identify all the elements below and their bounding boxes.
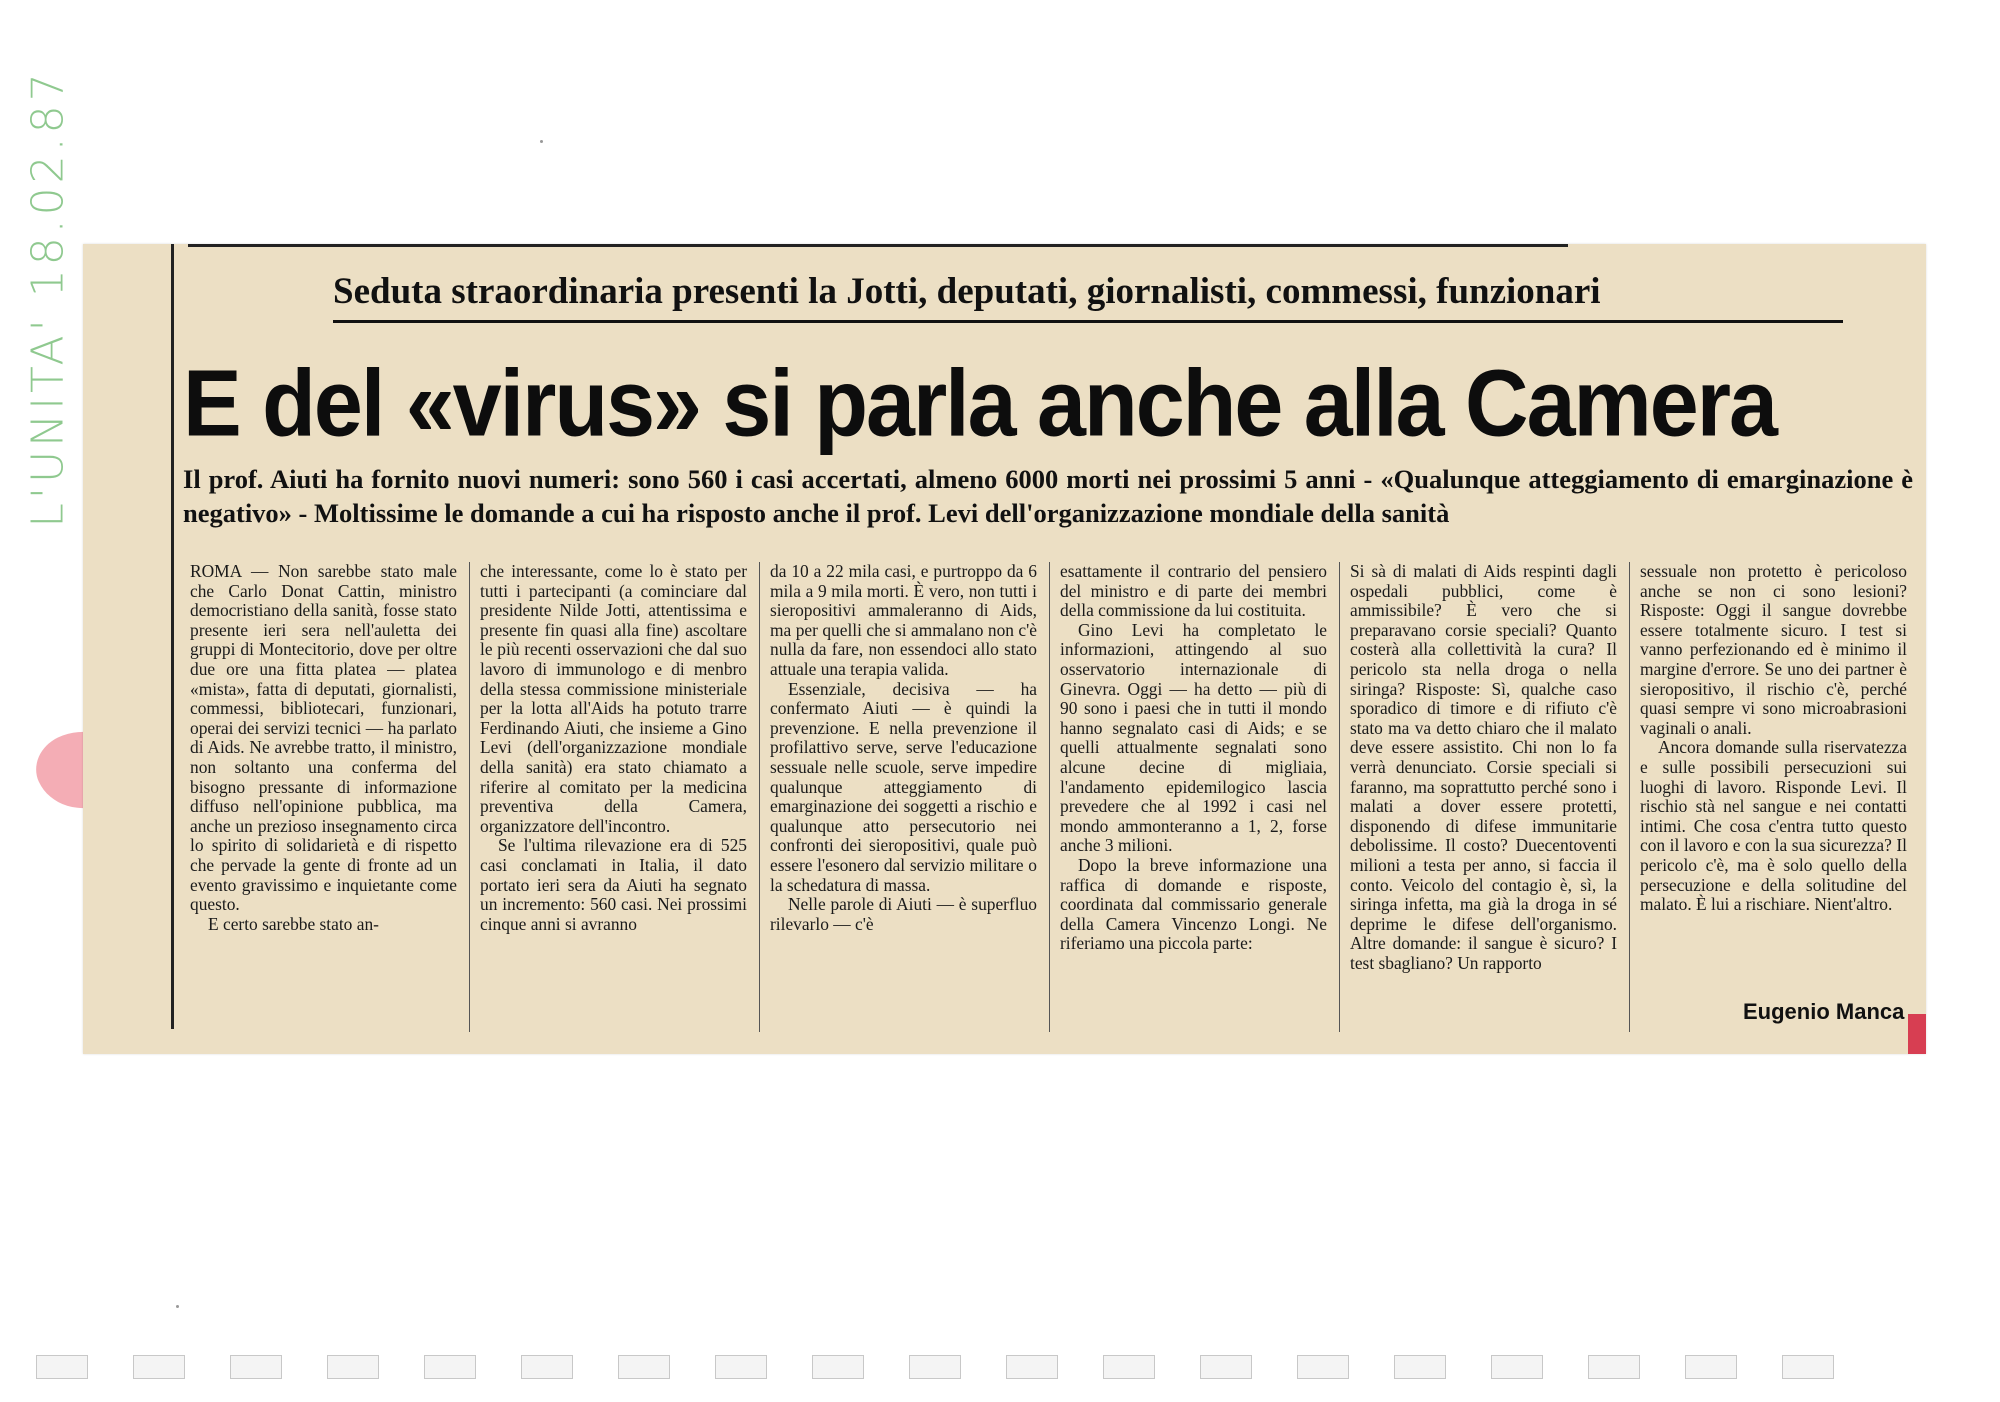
scan-tab <box>1685 1355 1737 1379</box>
red-marker-tick <box>1908 1014 1926 1054</box>
article-column-2 <box>480 562 747 1032</box>
article-column-3 <box>770 562 1037 1032</box>
paragraph: Ancora domande sulla riservatezza e sulle possibili persecuzioni sui luoghi di lavoro. Risponde Levi. Il rischio stà nel sangue e nei contatti intimi. Che cosa c'entra tutto questo con il lavoro e con la sua sicurezza? Il pericolo c'è, ma è solo quello della persecuzione e della solitudine del malato. È lui a rischiare. Nient'altro. <box>1640 737 1907 915</box>
paragraph: che interessante, come lo è stato per tutti i partecipanti (a cominciare dal presidente Nilde Jotti, attentissima e presente fin quasi alla fine) ascoltare le più recenti osservazioni che dal suo lavoro di immunologo e di menbro della stessa commissione ministeriale per la lotta all'Aids ha potuto trarre Ferdinando Aiuti, che insieme a Gino Levi (dell'organizzazione mondiale della sanità) era stato chiamato a riferire al comitato per la medicina preventiva della Camera, organizzatore dell'incontro. <box>480 562 747 836</box>
column-divider <box>1629 562 1630 1032</box>
paragraph: E certo sarebbe stato an- <box>208 913 379 934</box>
article-headline: E del «virus» si parla anche alla Camera <box>183 349 1776 456</box>
paragraph: sessuale non protetto è pericoloso anche se non ci sono lesioni? Risposte: Oggi il sangue dovrebbe essere totalmente sicuro. I test si vanno perfezionando ed è minimo il margine d'errore. Se uno dei partner è sieropositivo, il rischio c'è, perché quasi sempre vi sono microabrasioni vaginali o anali. <box>1640 562 1907 738</box>
scan-tab <box>1297 1355 1349 1379</box>
article-column-5 <box>1350 562 1617 1032</box>
scan-edge-tabs <box>36 1355 1956 1379</box>
scan-tab <box>424 1355 476 1379</box>
scan-tab <box>1200 1355 1252 1379</box>
scan-tab <box>618 1355 670 1379</box>
left-rule <box>171 244 174 1029</box>
scan-speck <box>176 1305 179 1308</box>
paragraph: Dopo la breve informazione una raffica di domande e risposte, coordinata dal commissario generale della Camera Vincenzo Longi. Ne riferiamo una piccola parte: <box>1060 854 1327 954</box>
scan-tab <box>230 1355 282 1379</box>
paragraph: Gino Levi ha completato le informazioni, attingendo al suo osservatorio internazionale di Ginevra. Oggi — ha detto — più di 90 sono i paesi che in tutti il mondo hanno segnalato casi di Aids; e se quelli attualmente segnalati sono alcune decine di migliaia, l'andamento epidemilogico lascia prevedere che al 1992 i casi nel mondo ammonteranno a 1, 2, forse anche 3 milioni. <box>1060 619 1327 856</box>
scan-tab <box>1394 1355 1446 1379</box>
column-divider <box>469 562 470 1032</box>
article-kicker: Seduta straordinaria presenti la Jotti, deputati, giornalisti, commessi, funzionari <box>333 271 1601 312</box>
newspaper-clipping <box>83 244 1926 1054</box>
paragraph: Essenziale, decisiva — ha confermato Aiuti — è quindi la prevenzione. E nella prevenzione il profilattivo serve, serve l'educazione sessuale nelle scuole, serve impedire qualunque atteggiamento di emarginazione dei soggetti a rischio e qualunque atto persecutorio nei confronti dei sieropositivi, quale può essere l'esonero dal servizio militare o la schedatura di massa. <box>770 678 1037 895</box>
scan-tab <box>812 1355 864 1379</box>
paragraph: Si sà di malati di Aids respinti dagli ospedali pubblici, come è ammissibile? È vero che si preparavano corsie speciali? Quanto costerà alla collettività la cura? Il pericolo sta nella droga o nella siringa? Risposte: Sì, qualche caso sporadico di timore e di rifiuto c'è stato ma va detto chiaro che il malato deve essere assistito. Chi non lo fa verrà denunciato. Corsie speciali si faranno, ma soprattutto perché sono i malati a dover essere protetti, disponendo di difese immunitarie debolissime. Il costo? Duecentoventi milioni a testa per anno, si faccia il conto. Veicolo del contagio è, sì, la siringa infetta, ma già la droga in sé deprime le difese dell'organismo. Altre domande: il sangue è sicuro? I test sbagliano? Un rapporto <box>1350 562 1617 973</box>
paragraph: Nelle parole di Aiuti — è superfluo rilevarlo — c'è <box>770 894 1037 934</box>
paragraph: ROMA — Non sarebbe stato male che Carlo Donat Cattin, ministro democristiano della sanità, fosse stato presente ieri sera nell'auletta dei gruppi di Montecitorio, dove per oltre due ore una fitta platea — platea «mista», fatta di deputati, giornalisti, commessi, bibliotecari, funzionari, operai dei servizi tecnici — ha parlato di Aids. Ne avrebbe tratto, il ministro, non soltanto una conferma del bisogno pressante di informazione diffuso nell'opinione pubblica, ma anche un prezioso insegnamento circa lo spirito di solidarietà e di rispetto che pervade la gente di fronte ad un evento gravissimo e inquietante come questo. <box>190 562 457 915</box>
column-divider <box>759 562 760 1032</box>
scan-tab <box>133 1355 185 1379</box>
kicker-rule <box>333 320 1843 323</box>
paragraph: esattamente il contrario del pensiero del ministro e di parte dei membri della commissione da lui costituita. <box>1060 562 1327 621</box>
paragraph: da 10 a 22 mila casi, e purtroppo da 6 mila a 9 mila morti. È vero, non tutti i sieropositivi ammaleranno di Aids, ma per quelli che si ammalano non c'è nulla da fare, non essendoci allo stato attuale una terapia valida. <box>770 562 1037 679</box>
handwritten-date-note <box>8 68 88 528</box>
top-rule <box>188 244 1568 247</box>
scan-tab <box>36 1355 88 1379</box>
scan-tab <box>327 1355 379 1379</box>
column-divider <box>1049 562 1050 1032</box>
scan-tab <box>715 1355 767 1379</box>
scan-tab <box>1103 1355 1155 1379</box>
scan-tab <box>521 1355 573 1379</box>
margin-note-text: L'UNITA' 18.02.87 <box>22 68 74 528</box>
article-column-6 <box>1640 562 1907 992</box>
article-byline: Eugenio Manca <box>1743 999 1905 1024</box>
scan-tab <box>1006 1355 1058 1379</box>
paragraph: Se l'ultima rilevazione era di 525 casi conclamati in Italia, il dato portato ieri sera da Aiuti ha segnato un incremento: 560 casi. Nei prossimi cinque anni si avranno <box>480 835 747 934</box>
scan-speck <box>540 140 543 143</box>
scan-tab <box>1782 1355 1834 1379</box>
scan-tab <box>909 1355 961 1379</box>
article-column-4 <box>1060 562 1327 1032</box>
article-column-1 <box>190 562 457 1032</box>
article-subhead: Il prof. Aiuti ha fornito nuovi numeri: sono 560 i casi accertati, almeno 6000 morti nei prossimi 5 anni - «Qualunque atteggiamento di emarginazione è negativo» - Moltissime le domande a cui ha risposto anche il prof. Levi dell'organizzazione mondiale della sanità <box>183 464 1913 528</box>
scan-tab <box>1491 1355 1543 1379</box>
column-divider <box>1339 562 1340 1032</box>
scan-tab <box>1588 1355 1640 1379</box>
